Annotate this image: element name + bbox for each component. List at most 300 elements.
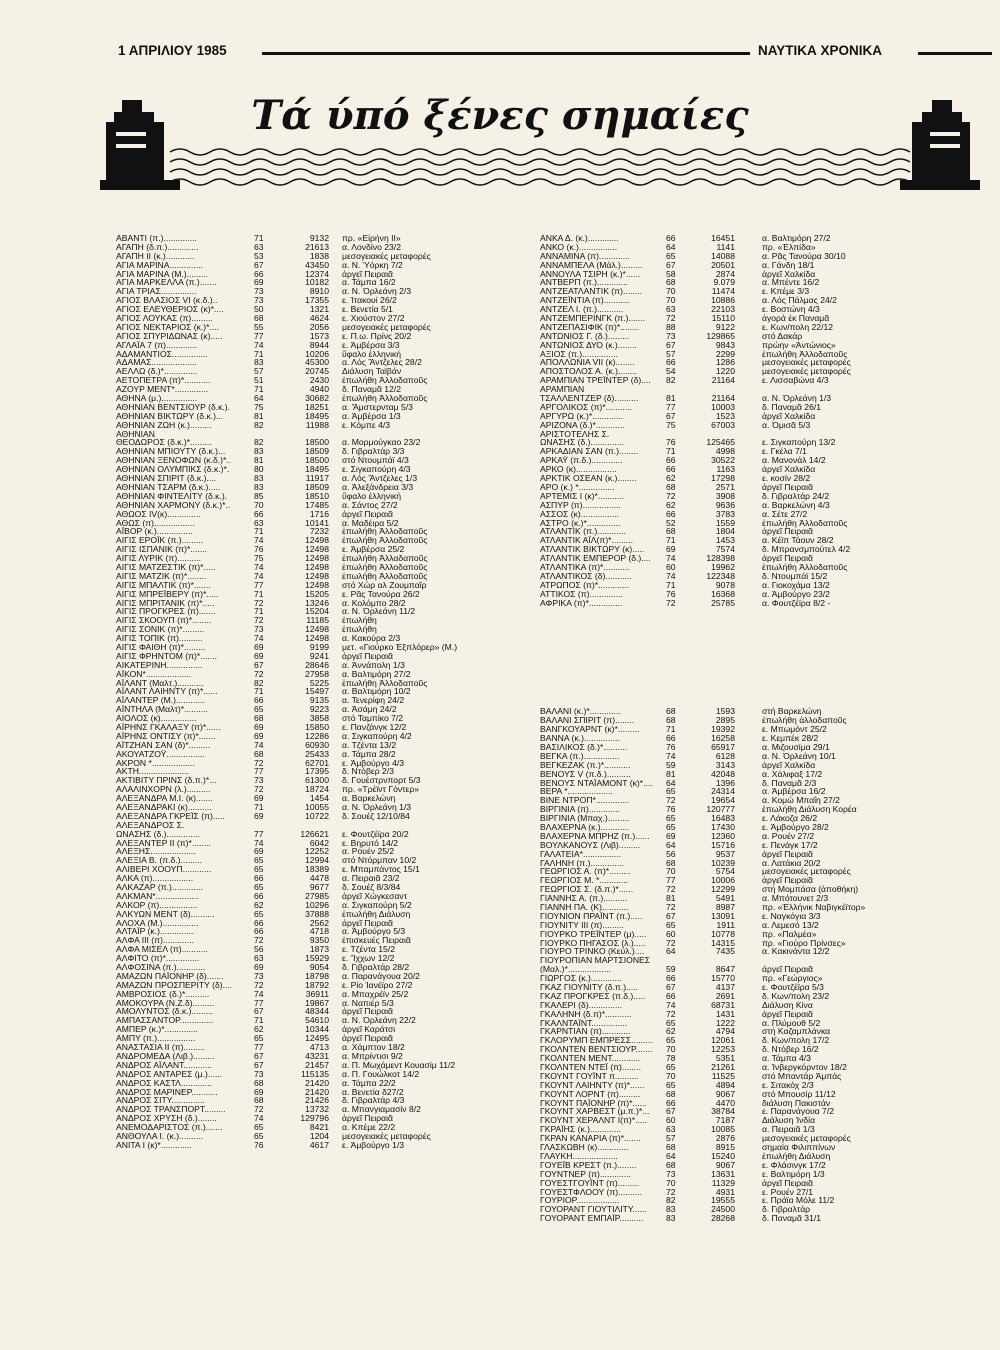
build-year: 67 [666, 982, 676, 993]
ship-status: στή Μομπάσα (ἀποθήκη) [762, 884, 859, 895]
gross-tonnage: 18724 [305, 784, 329, 795]
ship-name: ΑΤΛΑΝΤΙΚ ΕΜΠΕΡΟΡ (δ.).... [540, 553, 651, 564]
ship-name: ΑΛΕΞΗΣ................... [116, 846, 196, 857]
build-year: 68 [666, 1088, 676, 1099]
build-year: 80 [254, 464, 264, 475]
build-year: 72 [666, 1008, 676, 1019]
build-year: 69 [254, 650, 264, 661]
build-year: 74 [666, 553, 676, 564]
ship-status: ἐπωλήθη Ἀλλοδαποῦς [342, 677, 428, 688]
build-year: 72 [254, 597, 264, 608]
ship-status: ε. Ἀμβούργο 1/3 [342, 1139, 405, 1150]
ship-status: α. Κέϊπ Τάουν 28/2 [762, 535, 834, 546]
build-year: 73 [254, 295, 264, 306]
ship-status: ε. Βενετία 5/1 [342, 304, 393, 315]
build-year: 75 [254, 553, 264, 564]
build-year: 74 [254, 633, 264, 644]
gross-tonnage: 28646 [305, 659, 329, 670]
build-year: 72 [666, 884, 676, 895]
build-year: 57 [666, 1133, 676, 1144]
ship-status: ἐπωλήθη Διάλυση [762, 1150, 831, 1161]
build-year: 67 [666, 259, 676, 270]
ship-name: ΑΘΗΝΑ (μ.)............... [116, 393, 198, 404]
gross-tonnage: 11329 [711, 1177, 735, 1188]
gross-tonnage: 2874 [715, 268, 735, 279]
ship-status: α. Λεμεσό 13/2 [762, 919, 819, 930]
gross-tonnage: 1454 [309, 793, 329, 804]
gross-tonnage: 18500 [305, 455, 329, 466]
ship-status: ἐπωλήθη [342, 615, 377, 626]
gross-tonnage: 19555 [711, 1195, 735, 1206]
ship-status: ἀργεῖ Χαλκίδα [762, 759, 816, 770]
ship-status: μεσογειακές μεταφορές [762, 357, 851, 368]
ship-status: ἐπωλήθη Ἀλλοδαποῦς [342, 375, 428, 386]
gross-tonnage: 8910 [309, 286, 329, 297]
ship-status: ε. Λάκοζα 26/2 [762, 813, 818, 824]
gross-tonnage: 9067 [715, 1088, 735, 1099]
build-year: 76 [666, 741, 676, 752]
ship-status: ἀργεῖ Πειραιᾶ [762, 964, 813, 975]
ship-name: ΑΡΚΤΙΚ ΟΣΕΑΝ (κ.)........ [540, 473, 637, 484]
ship-status: δ. Γιβραλτάρ 28/2 [342, 962, 410, 973]
build-year: 71 [666, 724, 676, 735]
ship-name: ΑΘΗΝΙΑΝ ΒΕΝΤΣΙΟΥΡ (δ.κ.). [116, 401, 231, 412]
ship-name: ΑΛΦΑ ΜΙΣΕΛ (π)........... [116, 944, 208, 955]
ship-status: δ. Ντουμπάϊ 15/2 [762, 570, 828, 581]
ship-status: δ. Παναμᾶ 2/3 [762, 777, 817, 788]
build-year: 82 [254, 677, 264, 688]
ship-status: α. Ν. Ὑόρκη 7/2 [342, 259, 403, 270]
gross-tonnage: 18495 [305, 410, 329, 421]
gross-tonnage: 10055 [305, 802, 329, 812]
ship-name: ΑΙΓΙΣ ΜΠΡΕΪΒΕΡΥ (π)*..... [116, 588, 219, 599]
build-year: 70 [666, 286, 676, 297]
build-year: 63 [254, 953, 264, 964]
ship-status: δ. Κων/πολη 17/2 [762, 1035, 830, 1046]
ship-name: ΩΝΑΣΗΣ (δ.).............. [540, 437, 624, 448]
ship-name: ΓΟΥΕΣΤΦΛΟΟΥ (π).......... [540, 1186, 643, 1197]
ship-name: ΑΛΕΞΑΝΔΡΑ Μ.Ι. (κ)....... [116, 793, 213, 804]
ship-status: ε. Πανζάνγκ 12/2 [342, 721, 407, 732]
ship-name: ΑΝΙΤΑ Ι (κ)*............. [116, 1139, 192, 1150]
gross-tonnage: 128398 [706, 553, 735, 564]
ship-name: ΑΚΤΙΒΙΤΥ ΠΡΙΝΣ (δ.π.)*... [116, 775, 217, 786]
build-year: 75 [254, 401, 264, 412]
ship-status: α. Παρανάγουα 20/2 [342, 970, 420, 981]
ship-status: πρ. «Ἑλλήνικ Ναβιγκέϊτορ» [762, 902, 866, 912]
ship-status: ε. Κεμπέκ 28/2 [762, 733, 819, 744]
build-year: 66 [666, 990, 676, 1001]
gross-tonnage: 10722 [305, 810, 329, 821]
gross-tonnage: 2895 [715, 715, 735, 726]
ship-name: ΓΚΑΛΕΡΙ (δ).............. [540, 999, 623, 1010]
ship-status: δ. Γιβραλτάρ 3/3 [342, 446, 405, 457]
ship-status: ε. Φλάσινγκ 17/2 [762, 1159, 826, 1170]
ship-name: ΑΓΙΟΣ ΕΛΕΥΘΕΡΙΟΣ (κ)*.... [116, 304, 224, 315]
ship-name: ΑΛΟΧΑ (Μ.)............... [116, 917, 199, 928]
ship-name: ΓΚΟΥΝΤ ΛΑΙΗΝΤΥ (π)*...... [540, 1079, 645, 1090]
gross-tonnage: 15850 [305, 721, 329, 732]
section-gap [540, 607, 970, 707]
ship-status: δ. Κων/πολη 23/2 [762, 990, 830, 1001]
ship-status: ἐπωλήθη Ἀλλοδαποῦς [762, 517, 848, 528]
ship-status: ε. Βηρυτό 14/2 [342, 837, 398, 848]
ship-name: ΑΝΑΣΤΑΣΙΑ ΙΙ (π)......... [116, 1042, 205, 1053]
build-year: 69 [254, 277, 264, 288]
gross-tonnage: 12498 [305, 544, 329, 555]
build-year: 66 [254, 926, 264, 937]
build-year: 70 [254, 499, 264, 510]
ship-status: α. Ἄμστερνταμ 5/3 [342, 401, 413, 412]
gross-tonnage: 21457 [305, 1059, 329, 1070]
ship-name: ΑΛΕΞΑΝΔΡΟΣ Σ. [116, 819, 185, 830]
ship-status: ε. Βαλτιμόρη 1/3 [762, 1168, 825, 1179]
ship-name: ΑΓΑΠΗ ΙΙ (κ.)............ [116, 250, 195, 261]
build-year: 53 [254, 250, 264, 261]
gross-tonnage: 7574 [715, 544, 735, 555]
ship-status: μεσογειακές μεταφορές [762, 1133, 851, 1144]
ship-status: ἐπωλήθη Διάλυση Κορέα [762, 804, 857, 815]
ship-status: δ. Σουέζ 12/10/84 [342, 810, 410, 821]
gross-tonnage: 9078 [715, 579, 735, 590]
gross-tonnage: 12498 [305, 579, 329, 590]
build-year: 63 [666, 1124, 676, 1135]
build-year: 69 [254, 730, 264, 741]
build-year: 65 [254, 704, 264, 715]
build-year: 68 [666, 706, 676, 717]
ship-status: α. Ἀσάμη 24/2 [342, 704, 397, 715]
build-year: 76 [666, 804, 676, 815]
ship-status: μεσογειακές μεταφορές [342, 250, 431, 261]
wave-lines [170, 149, 910, 185]
gross-tonnage: 54610 [305, 1015, 329, 1026]
gross-tonnage: 16451 [711, 233, 735, 243]
gross-tonnage: 1286 [715, 357, 735, 368]
gross-tonnage: 122348 [706, 570, 735, 581]
gross-tonnage: 129865 [706, 330, 735, 341]
build-year: 67 [254, 1059, 264, 1070]
ship-name: ΒΕΝΟΥΣ V (π.δ.).......... [540, 768, 631, 779]
ship-name: ΓΟΥΕΪΒ ΚΡΕΣΤ (π.)........ [540, 1159, 637, 1170]
ship-status: ἐπωλήθη Ἀλλοδαποῦς [342, 393, 428, 404]
build-year: 66 [666, 357, 676, 368]
ship-name: ΑΝΤΖΕΪΝΤΙΑ (π)........... [540, 295, 630, 306]
build-year: 60 [666, 1115, 676, 1126]
build-year: 65 [254, 1033, 264, 1044]
ship-name: ΑΡΙΖΟΝΑ (δ.)*............ [540, 419, 625, 430]
gross-tonnage: 10344 [305, 1024, 329, 1035]
gross-tonnage: 12495 [305, 1033, 329, 1044]
ship-status: α. Λονδίνο 23/2 [342, 241, 401, 252]
ship-status: ε. Φουτζέϊρα 5/3 [762, 982, 824, 993]
gross-tonnage: 67003 [711, 419, 735, 430]
ship-name: ΑΝΔΡΟΣ ΑΝΤΑΡΕΣ (μ.)...... [116, 1068, 223, 1079]
ship-name: ΑΣΠΥΡ (π)................ [540, 499, 621, 510]
gross-tonnage: 13246 [305, 597, 329, 608]
ship-name: ΑΡΚΑΫ (π.δ.)............. [540, 455, 623, 466]
gross-tonnage: 12374 [305, 268, 329, 279]
ship-name: ΑΤΛΑΝΤΙΚ ΒΙΚΤΩΡΥ (κ)..... [540, 544, 645, 555]
gross-tonnage: 25785 [711, 597, 735, 608]
ship-status: α. Λός Ἄντζελες 1/3 [342, 473, 418, 484]
ship-status: α. Κομώ Μπαΐη 27/2 [762, 795, 840, 806]
gross-tonnage: 9132 [309, 233, 329, 243]
build-year: 66 [254, 695, 264, 706]
ship-status: α. Μπρίντισι 9/2 [342, 1050, 403, 1061]
ship-name: ΒΑΛΑΝΙ ΣΠΙΡΙΤ (π)........ [540, 715, 635, 726]
ship-name: ΑΙΓΙΣ ΜΠΡΙΤΑΝΙΚ (π)*..... [116, 597, 215, 608]
ship-name: ΓΕΩΡΓΙΟΣ Α. (π)*......... [540, 866, 631, 877]
ship-name: ΑΓΙΟΣ ΒΛΑΣΙΟΣ VI (κ.δ.).. [116, 295, 218, 306]
build-year: 56 [254, 944, 264, 955]
ship-name: ΑΛΚΑΖΑΡ (π.)............. [116, 882, 203, 893]
ship-status: α. Μπανγιαμασίν 8/2 [342, 1104, 421, 1115]
build-year: 66 [666, 508, 676, 519]
ship-status: ἀργεῖ Χαλκίδα [762, 464, 816, 475]
build-year: 63 [254, 517, 264, 528]
build-year: 77 [254, 828, 264, 839]
gross-tonnage: 12286 [305, 730, 329, 741]
gross-tonnage: 18510 [305, 490, 329, 501]
build-year: 74 [666, 750, 676, 761]
ship-name: ΑΡΙΣΤΟΤΕΛΗΣ Σ. [540, 428, 610, 439]
build-year: 73 [666, 1168, 676, 1179]
build-year: 65 [666, 786, 676, 797]
ship-status: α. Γιοκοχάμα 13/2 [762, 579, 830, 590]
ship-status: α. Ἰνβεργκόρντον 18/2 [762, 1062, 847, 1073]
build-year: 68 [666, 1142, 676, 1153]
ship-status: ἀργεῖ Πειραιᾶ [342, 268, 393, 279]
gross-tonnage: 15240 [711, 1150, 735, 1161]
ship-status: α. Ν. Ὀρλεάνη 10/1 [762, 750, 836, 761]
ship-status: ε. Λισσαβώνα 4/3 [762, 375, 829, 386]
build-year: 68 [666, 857, 676, 868]
ship-status: α. Λός Ἄντζελες 28/2 [342, 357, 422, 368]
build-year: 64 [254, 393, 264, 404]
ship-status: ἀργεῖ Πειραιᾶ [342, 917, 393, 928]
ship-status: ἀργεῖ Πειραιᾶ [342, 650, 393, 661]
ship-status: α. Χάμπτον 18/2 [342, 1042, 405, 1053]
gross-tonnage: 19962 [711, 561, 735, 572]
gross-tonnage: 1911 [716, 919, 735, 930]
build-year: 73 [666, 330, 676, 341]
ship-name: ΑΔΑΜΑΝΤΙΟΣ............... [116, 348, 208, 359]
ship-status: ε. Ρᾶς Τανούρα 26/2 [342, 588, 420, 599]
gross-tonnage: 3858 [309, 713, 329, 724]
build-year: 64 [666, 946, 676, 957]
gross-tonnage: 10239 [711, 857, 735, 868]
ship-name: ΑΪΒΟΡ (κ.)............... [116, 526, 193, 537]
gross-tonnage: 15204 [305, 606, 329, 617]
gross-tonnage: 4470 [715, 1097, 735, 1108]
build-year: 72 [666, 597, 676, 608]
ship-name: ΑΛΦΙΤΟ (π)*.............. [116, 953, 200, 964]
ship-name: ΑΓΙΑ ΤΡΙΑΣ............... [116, 286, 197, 297]
build-year: 74 [254, 570, 264, 581]
build-year: 67 [666, 410, 676, 421]
ship-status: μεσογειακές μεταφορές [342, 1130, 431, 1141]
ship-status: στό Χώρ αλ Ζουμπαΐρ [342, 579, 427, 590]
build-year: 57 [254, 366, 264, 377]
build-year: 71 [254, 233, 264, 243]
gross-tonnage: 13091 [711, 910, 735, 921]
build-year: 67 [254, 1050, 264, 1061]
ship-name: ΑΤΛΑΝΤΙΚΟΣ (δ)........... [540, 570, 632, 581]
build-year: 62 [254, 1024, 264, 1035]
gross-tonnage: 9067 [715, 1159, 735, 1170]
ship-name: ΑΣΣΟΣ (κ)................ [540, 508, 619, 519]
gross-tonnage: 30682 [305, 393, 329, 404]
ship-name: ΑΝΔΡΟΣ ΑΪΛΑΝΤ............ [116, 1059, 213, 1070]
ship-status: δ. Σουέζ 8/3/84 [342, 882, 401, 893]
ship-status: Διάλυση Κίνα [762, 999, 813, 1010]
gross-tonnage: 11525 [711, 1070, 735, 1081]
ship-name: ΓΙΑΝΝΗ ΠΑ. (Κ)........... [540, 902, 629, 912]
ship-name: ΑΪΚΟΝ*................... [116, 668, 192, 679]
ship-status: ε. Κων/πολη 22/12 [762, 321, 834, 332]
ship-name: ΑΘΩΣ (π)................. [116, 517, 195, 528]
gross-tonnage: 2299 [715, 348, 735, 359]
ship-status: δ. Παναμᾶ 26/1 [762, 401, 822, 412]
ship-name: ΑΪΡΗΝΣ ΟΝΤΙΣΥ (π)*....... [116, 730, 216, 741]
build-year: 68 [254, 713, 264, 724]
gross-tonnage: 27985 [305, 890, 329, 901]
ship-name: ΑΝΔΡΟΣ ΜΑΡΙΝΕΡ........... [116, 1086, 218, 1097]
gross-tonnage: 10296 [305, 899, 329, 910]
ship-name: ΓΙΟΥΡΚΟ ΤΡΕΪΝΤΕΡ (μ)..... [540, 928, 647, 939]
build-year: 65 [254, 1130, 264, 1141]
ship-status: ἐπωλήθη Ἀλλοδαποῦς [342, 535, 428, 546]
build-year: 60 [666, 561, 676, 572]
gross-tonnage: 12299 [711, 884, 735, 895]
gross-tonnage: 10006 [711, 875, 735, 886]
ship-name: ΑΝΔΡΟΜΕΔΑ (Λιβ.)......... [116, 1050, 215, 1061]
ship-name: ΑΝΤΖΕΠΑΣΙΦΙΚ (π)*........ [540, 321, 640, 332]
ship-status: μεσογειακές μεταφορές [342, 321, 431, 332]
ship-name: ΑΛΦΟΣΙΝΑ (π.)............ [116, 962, 206, 973]
build-year: 65 [666, 813, 676, 824]
gross-tonnage: 12498 [305, 561, 329, 572]
ship-status: ε. Βοστώνη 4/3 [762, 304, 820, 315]
gross-tonnage: 9843 [715, 339, 735, 350]
build-year: 66 [254, 873, 264, 884]
build-year: 58 [666, 268, 676, 279]
build-year: 66 [666, 233, 676, 243]
ship-status: α. Κολόμπο 28/2 [342, 597, 406, 608]
ship-name: (Μαλ.)*.................. [540, 964, 611, 975]
ship-name: ΑΡΑΜΠΙΑΝ ΤΡΕΪΝΤΕΡ (δ).... [540, 375, 651, 386]
ship-status: α. Ρουέν 25/2 [342, 846, 395, 857]
build-year: 65 [254, 855, 264, 866]
ship-name: ΑΛΚΟΡ (π)................ [116, 899, 198, 910]
ship-name: ΓΙΟΥΡΚΟ ΠΗΓΑΣΟΣ (λ.)..... [540, 937, 646, 948]
gross-tonnage: 8944 [309, 339, 329, 350]
build-year: 55 [254, 321, 264, 332]
build-year: 68 [666, 715, 676, 726]
build-year: 76 [666, 437, 676, 448]
ship-name: ΑΝΘΟΥΛΑ Ι. (κ.).......... [116, 1130, 203, 1141]
build-year: 81 [666, 893, 676, 904]
ship-status: α. Μιζουσίμα 29/1 [762, 741, 830, 752]
build-year: 71 [254, 802, 264, 812]
gross-tonnage: 9677 [309, 882, 329, 893]
build-year: 73 [254, 1068, 264, 1079]
ship-name: ΑΦΡΙΚΑ (π)*.............. [540, 597, 623, 608]
ship-status: ε. Γκέλα 7/1 [762, 446, 807, 457]
ship-status: πρ. «Τρέϊντ Γόντερ» [342, 784, 420, 795]
gross-tonnage: 12498 [305, 624, 329, 635]
ship-status: α. Βαλτιμόρη 27/2 [762, 233, 831, 243]
build-year: 83 [254, 357, 264, 368]
gross-tonnage: 1222 [715, 1017, 735, 1028]
ship-status: στή Βαρκελώνη [762, 706, 822, 717]
ship-status: δ. Γιβραλτάρ 24/2 [762, 490, 830, 501]
gross-tonnage: 43450 [305, 259, 329, 270]
ship-name: ΒΕΡΑ *................... [540, 786, 613, 797]
build-year: 60 [666, 928, 676, 939]
gross-tonnage: 4713 [309, 1042, 329, 1053]
ship-name: ΑΕΛΛΩ (δ.)*.............. [116, 366, 198, 377]
ship-status: α. Τζέντα 13/2 [342, 739, 397, 750]
ship-name: ΓΚΑΛΗΝΗ (δ.π)*........... [540, 1008, 632, 1019]
ship-name: ΒΑΛΑΝΙ (κ.)*............. [540, 706, 621, 717]
gross-tonnage: 17395 [305, 766, 329, 777]
gross-tonnage: 14315 [711, 937, 735, 948]
gross-tonnage: 21426 [305, 1095, 329, 1106]
ship-name: ΓΚΛΟΡΥΜΠ ΕΜΠΡΕΣΣ......... [540, 1035, 653, 1046]
left-column [116, 234, 536, 1150]
ship-status: πρ. «Παλμέα» [762, 928, 817, 939]
ship-status: α. Βαρκελώνη 4/3 [762, 499, 830, 510]
ship-status: α. Ν. Ὀρλεάνη 22/2 [342, 1015, 416, 1026]
ship-name: ΑΜΟΚΟΥΡΑ (Ν.Ζ.δ)......... [116, 997, 215, 1008]
gross-tonnage: 17485 [305, 499, 329, 510]
build-year: 67 [666, 910, 676, 921]
gross-tonnage: 18798 [305, 970, 329, 981]
right-column [540, 234, 970, 1223]
ship-status: ἀργεῖ Πειραιᾶ [342, 1113, 393, 1124]
ship-name: ΑΛΕΞΑΝΔΡΑΚΙ (κ).......... [116, 802, 212, 812]
ship-status: α. Ἀμβούργο 5/3 [342, 926, 406, 937]
ship-name: ΓΙΟΥΡΟ ΤΡΙΝΚΟ (Κεύλ.).... [540, 946, 645, 957]
ship-name: ΑΘΗΝΙΑΝ ΟΛΥΜΠΙΚΣ (δ.κ.)*. [116, 464, 230, 475]
gross-tonnage: 129796 [300, 1113, 329, 1124]
ship-status: α. Βαλτιμόρη 10/2 [342, 686, 411, 697]
ship-name: ΑΛΕΞΙΑ Β. (π.δ.)......... [116, 855, 203, 866]
ship-name: ΑΡΓΥΡΩ (κ.)*............. [540, 410, 624, 421]
ship-row [540, 599, 970, 608]
gross-tonnage: 12498 [305, 535, 329, 546]
ship-status: ἀργεῖ Πειραιᾶ [762, 526, 813, 537]
gross-tonnage: 1220 [715, 366, 735, 377]
ship-name: ΑΪΡΗΝΣ ΓΚΑΛΑΞΥ (π)*...... [116, 721, 221, 732]
build-year: 63 [666, 304, 676, 315]
gross-tonnage: 1453 [715, 535, 735, 546]
ship-status: α. Μπέντε 16/2 [762, 277, 820, 288]
ship-name: ΑΙΓΙΣ ΦΡΗΝΤΟΜ (π)*....... [116, 650, 217, 661]
ship-status: ε. Ρίο Ἰανέϊρο 27/2 [342, 979, 413, 990]
build-year: 72 [666, 1186, 676, 1197]
ship-name: ΓΙΑΝΝΗΣ Α. (π.).......... [540, 893, 628, 904]
build-year: 70 [666, 866, 676, 877]
build-year: 65 [666, 1062, 676, 1073]
ship-name: ΓΚΟΥΝΤ ΧΕΡΑΛΝΤ Ι(π)*..... [540, 1115, 648, 1126]
header-date: 1 ΑΠΡΙΛΙΟΥ 1985 [118, 43, 227, 58]
build-year: 77 [254, 997, 264, 1008]
gross-tonnage: 18509 [305, 446, 329, 457]
gross-tonnage: 8647 [715, 964, 735, 975]
publication-name: ΝΑΥΤΙΚΑ ΧΡΟΝΙΚΑ [758, 43, 883, 58]
